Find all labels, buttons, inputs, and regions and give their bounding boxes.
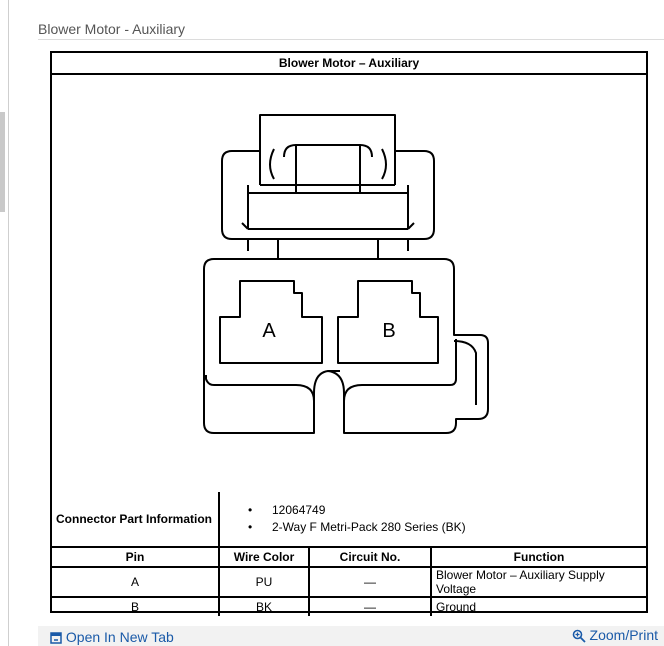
col-pin: Pin bbox=[52, 547, 219, 567]
latch-inner bbox=[248, 185, 408, 229]
wire-color-cell: PU bbox=[219, 567, 309, 597]
connector-info-label: Connector Part Information bbox=[52, 492, 219, 547]
zoom-print-label: Zoom/Print bbox=[589, 627, 658, 643]
page-title: Blower Motor - Auxiliary bbox=[38, 21, 186, 37]
table-row bbox=[52, 567, 646, 597]
latch-tab-top bbox=[284, 145, 372, 157]
connector-info-values bbox=[219, 492, 646, 547]
function-cell: Blower Motor – Auxiliary Supply Voltage bbox=[431, 567, 646, 597]
pin-cell: A bbox=[52, 567, 219, 597]
open-in-new-tab-label: Open In New Tab bbox=[65, 629, 174, 645]
scroll-thumb[interactable] bbox=[0, 112, 5, 212]
latch-outer bbox=[222, 115, 434, 239]
open-in-new-tab-link[interactable] bbox=[50, 629, 174, 645]
table-row bbox=[52, 597, 646, 616]
zoom-print-link[interactable] bbox=[572, 627, 658, 643]
col-wire-color: Wire Color bbox=[219, 547, 309, 567]
connector-info-row bbox=[52, 492, 646, 547]
side-rib bbox=[454, 341, 476, 405]
left-scrollbar[interactable] bbox=[0, 0, 9, 646]
pin-cell: B bbox=[52, 597, 219, 616]
wire-color-cell: BK bbox=[219, 597, 309, 616]
latch-ring bbox=[270, 149, 386, 179]
connector-drawing bbox=[52, 75, 646, 493]
zoom-icon bbox=[572, 629, 586, 643]
connector-series: • 2-Way F Metri-Pack 280 Series (BK) bbox=[248, 519, 642, 536]
figure-header: Blower Motor – Auxiliary bbox=[52, 53, 646, 75]
pin-table-header bbox=[52, 547, 646, 567]
footer-bar bbox=[38, 626, 664, 646]
pin-b-label: B bbox=[382, 320, 396, 342]
title-divider bbox=[38, 39, 664, 40]
circuit-cell: — bbox=[309, 597, 431, 616]
part-number: • 12064749 bbox=[248, 502, 642, 519]
pin-a-label: A bbox=[262, 320, 276, 342]
col-function: Function bbox=[431, 547, 646, 567]
circuit-cell: — bbox=[309, 567, 431, 597]
connector-table bbox=[52, 492, 646, 616]
connector-body bbox=[204, 259, 488, 433]
connector-figure bbox=[50, 51, 648, 613]
new-tab-icon bbox=[50, 632, 62, 644]
function-cell: Ground bbox=[431, 597, 646, 616]
latch-slot bbox=[260, 115, 395, 185]
col-circuit-no: Circuit No. bbox=[309, 547, 431, 567]
latch-collar bbox=[248, 193, 408, 229]
